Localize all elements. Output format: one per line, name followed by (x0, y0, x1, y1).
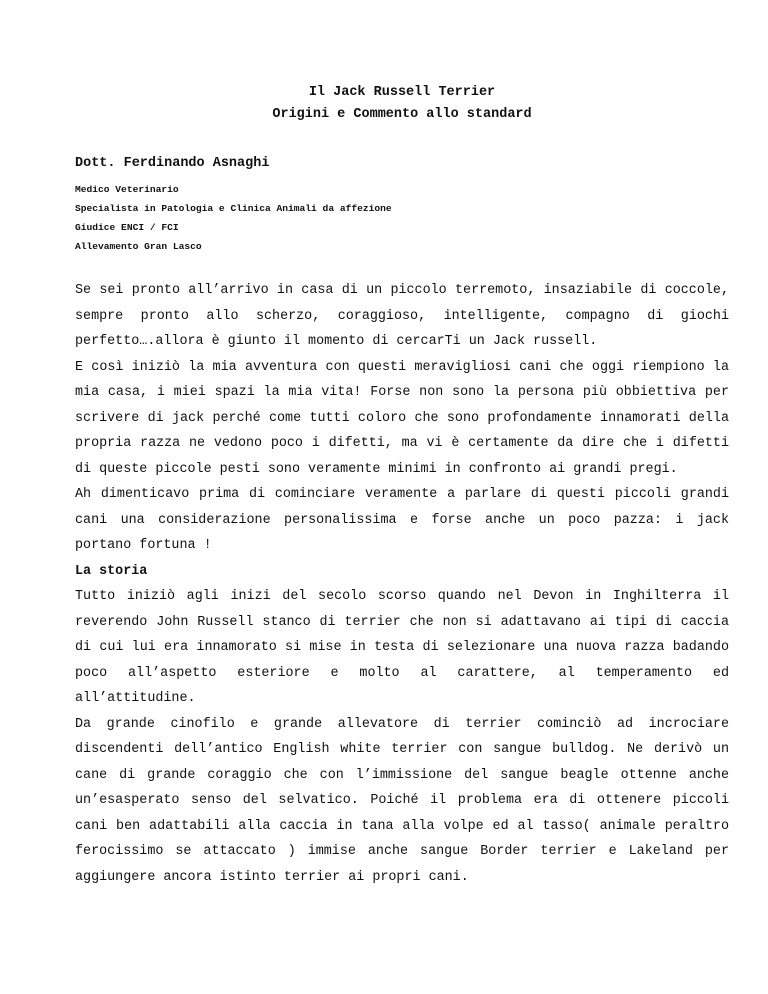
document-title: Il Jack Russell Terrier (308, 85, 496, 100)
section-heading: La storia (75, 563, 148, 579)
intro-paragraph: Ah dimenticavo prima di cominciare veramente a parlare di questi piccoli grandi cani una considerazione personalissima e forse anche un poco pazza: i jack portano fortuna ! (75, 487, 729, 553)
history-paragraph: Tutto iniziò agli inizi del secolo scorso quando nel Devon in Inghilterra il reverendo John Russell stanco di terrier che non si adattavano ai tipi di caccia di cui lui era innamorato si mise in testa di selezionare una nuova razza badando poco all’aspetto esteriore e molto al carattere, al temperamento ed all’attitudine. (75, 589, 729, 706)
history-paragraph: Da grande cinofilo e grande allevatore di terrier cominciò ad incrociare discendenti dell’antico English white terrier con sangue bulldog. Ne derivò un cane di grande coraggio che con l’immissione del sangue beagle ottenne anche un’esasperato senso del selvatico. Poiché il problema era di ottenere piccoli cani ben adattabili alla caccia in tana alla volpe ed al tasso( animale peraltro ferocissimo se attaccato ) immise anche sangue Border terrier e Lakeland per aggiungere ancora istinto terrier ai propri cani. (75, 716, 729, 885)
author-credential: Allevamento Gran Lasco (75, 241, 202, 252)
document-page (75, 82, 729, 890)
intro-paragraph: E così iniziò la mia avventura con questi meravigliosi cani che oggi riempiono la mia casa, i miei spazi la mia vita! Forse non sono la persona più obbiettiva per scrivere di jack perché come tutti coloro che sono profondamente innamorati della propria razza ne vedono poco i difetti, ma vi è certamente da dire che i difetti di queste piccole pesti sono veramente minimi in confronto ai grandi pregi. (75, 359, 729, 477)
author-credential: Medico Veterinario (75, 184, 179, 195)
author-credential: Specialista in Patologia e Clinica Animali da affezione (75, 203, 392, 214)
document-subtitle: Origini e Commento allo standard (272, 107, 532, 122)
author-name: Dott. Ferdinando Asnaghi (75, 156, 270, 171)
intro-paragraph: Se sei pronto all’arrivo in casa di un piccolo terremoto, insaziabile di coccole, sempre pronto allo scherzo, coraggioso, intelligente, compagno di giochi perfetto….allora è giunto il momento di cercarTi un Jack russell. (75, 283, 729, 349)
author-credential: Giudice ENCI / FCI (75, 222, 179, 233)
